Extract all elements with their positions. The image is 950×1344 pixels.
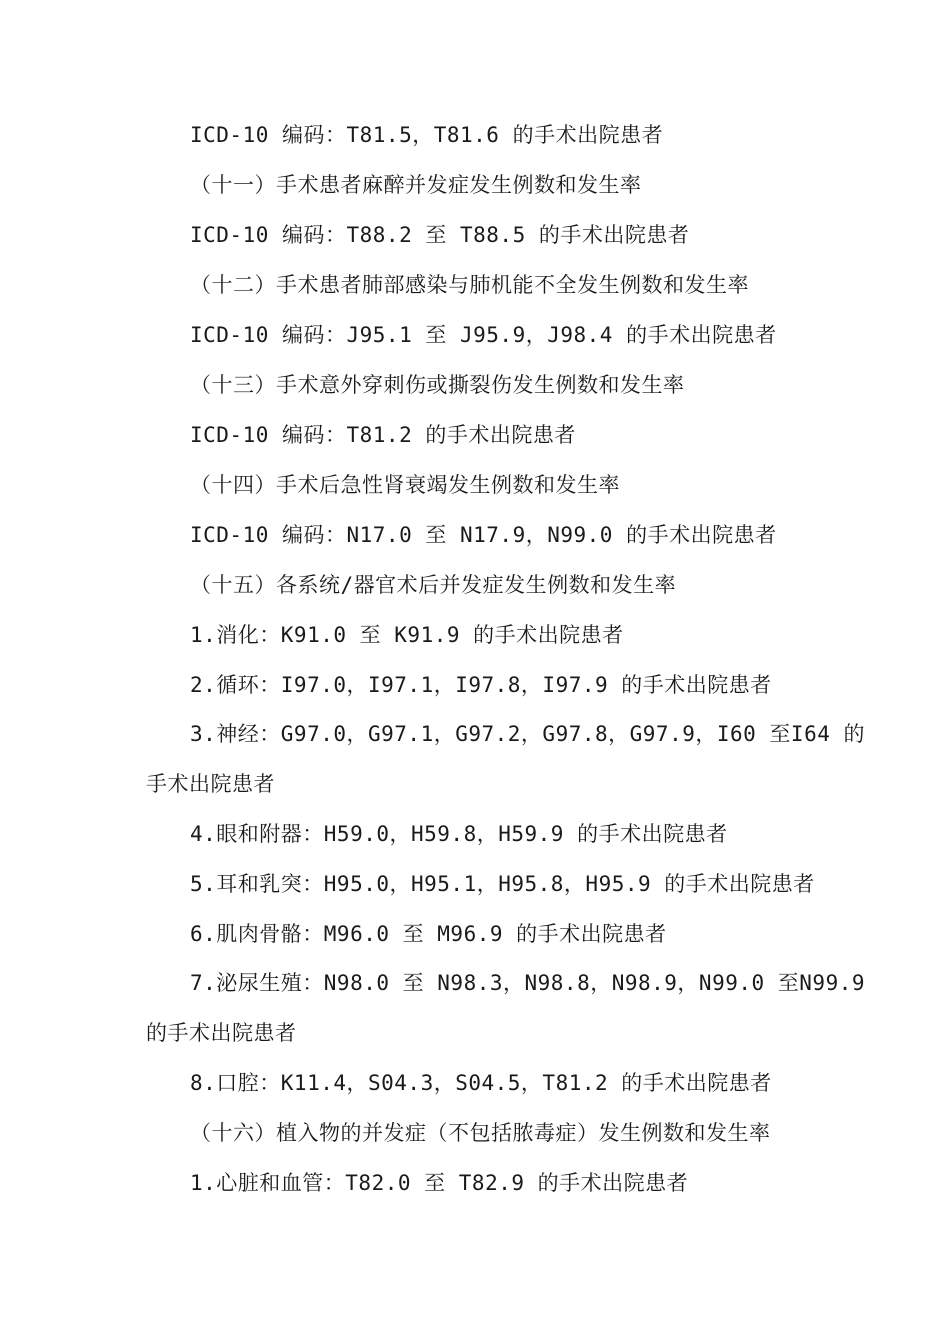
- text-line: ICD-10 编码：T88.2 至 T88.5 的手术出院患者: [190, 223, 690, 247]
- section-heading: （十二）手术患者肺部感染与肺机能不全发生例数和发生率: [190, 273, 749, 297]
- list-item: 2.循环：I97.0，I97.1，I97.8，I97.9 的手术出院患者: [190, 673, 772, 697]
- section-heading: （十三）手术意外穿刺伤或撕裂伤发生例数和发生率: [190, 373, 685, 397]
- list-item: 5.耳和乳突：H95.0，H95.1，H95.8，H95.9 的手术出院患者: [190, 872, 815, 896]
- list-item: 7.泌尿生殖：N98.0 至 N98.3，N98.8，N98.9，N99.0 至N99.9: [190, 971, 866, 995]
- list-item: 3.神经：G97.0，G97.1，G97.2，G97.8，G97.9，I60 至I64 的: [190, 722, 866, 746]
- text-line: ICD-10 编码：T81.2 的手术出院患者: [190, 423, 576, 447]
- list-item-continuation: 的手术出院患者: [146, 1021, 297, 1045]
- list-item: 1.心脏和血管：T82.0 至 T82.9 的手术出院患者: [190, 1171, 689, 1195]
- section-heading: （十一）手术患者麻醉并发症发生例数和发生率: [190, 173, 642, 197]
- section-heading: （十四）手术后急性肾衰竭发生例数和发生率: [190, 473, 620, 497]
- text-line: ICD-10 编码：T81.5，T81.6 的手术出院患者: [190, 123, 664, 147]
- list-item: 8.口腔：K11.4，S04.3，S04.5，T81.2 的手术出院患者: [190, 1071, 772, 1095]
- list-item: 4.眼和附器：H59.0，H59.8，H59.9 的手术出院患者: [190, 822, 728, 846]
- text-line: ICD-10 编码：J95.1 至 J95.9，J98.4 的手术出院患者: [190, 323, 777, 347]
- list-item: 6.肌肉骨骼：M96.0 至 M96.9 的手术出院患者: [190, 922, 667, 946]
- section-heading: （十六）植入物的并发症（不包括脓毒症）发生例数和发生率: [190, 1121, 771, 1145]
- list-item: 1.消化：K91.0 至 K91.9 的手术出院患者: [190, 623, 624, 647]
- list-item-continuation: 手术出院患者: [146, 772, 275, 796]
- text-line: ICD-10 编码：N17.0 至 N17.9，N99.0 的手术出院患者: [190, 523, 777, 547]
- section-heading: （十五）各系统/器官术后并发症发生例数和发生率: [190, 573, 677, 597]
